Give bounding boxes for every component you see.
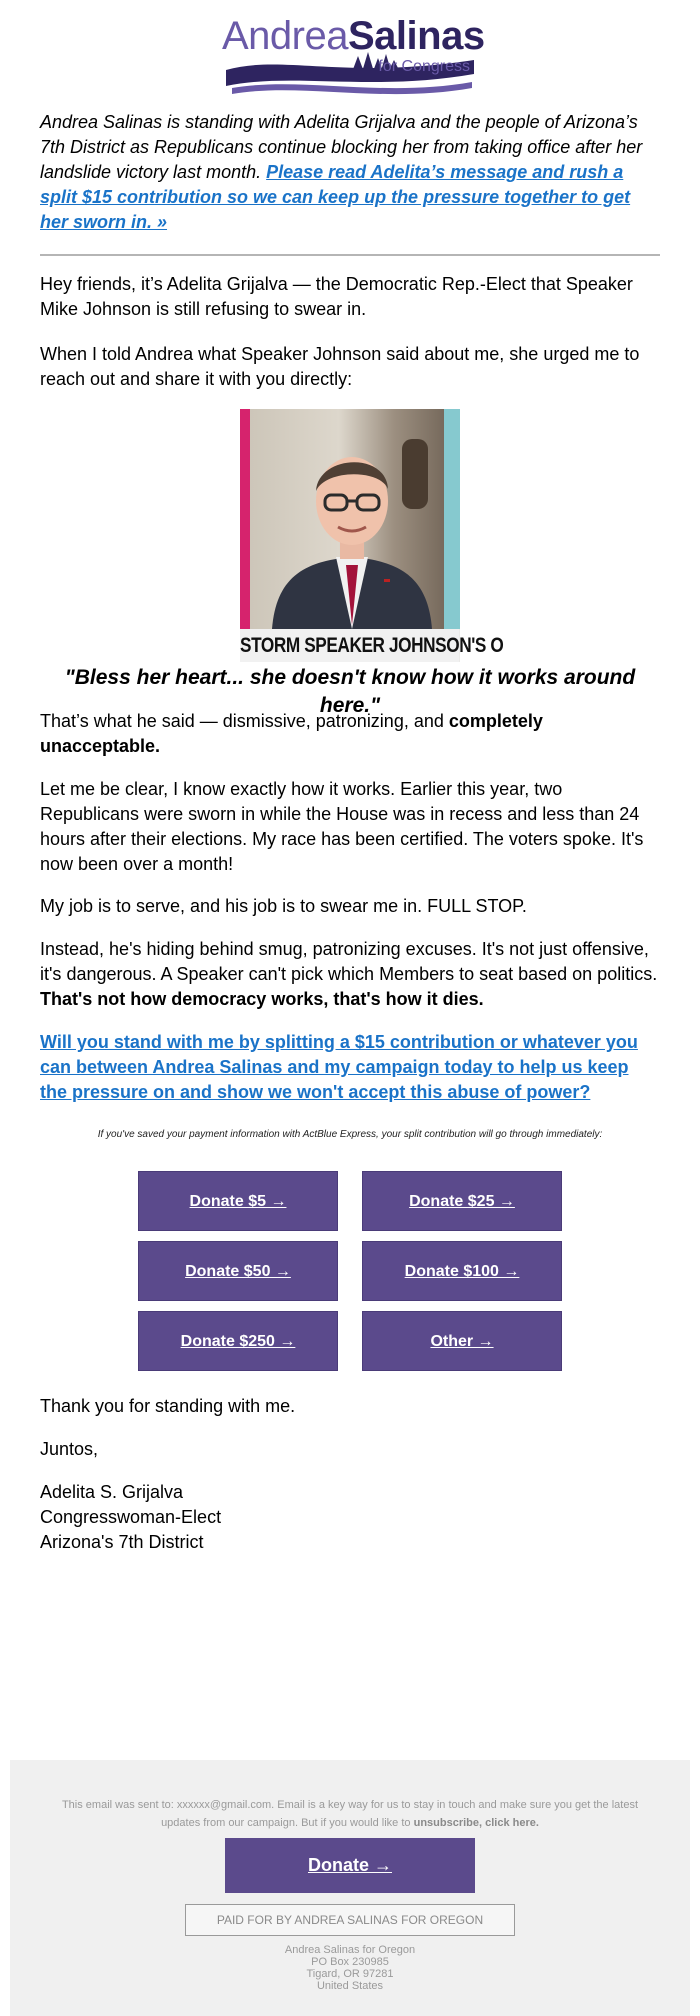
- address-line: Andrea Salinas for Oregon: [284, 1944, 416, 1956]
- donate-25-button[interactable]: Donate $25 →: [362, 1171, 562, 1231]
- logo-first-name: Andrea: [222, 14, 348, 58]
- paid-for-box: PAID FOR BY ANDREA SALINAS FOR OREGON: [185, 1904, 515, 1936]
- campaign-logo: [222, 14, 485, 94]
- donate-250-button[interactable]: Donate $250 →: [138, 1311, 338, 1371]
- donate-5-button[interactable]: Donate $5 →: [138, 1171, 338, 1231]
- speaker-quote: "Bless her heart... she doesn't know how it works around here.": [64, 666, 636, 717]
- cta-donate-link[interactable]: Will you stand with me by splitting a $15 contribution or whatever you can between Andrea Salinas and my campaign today to help us keep the pressure on and show we won't accept this abuse of power?: [40, 1032, 638, 1102]
- reaction-text: That’s what he said — dismissive, patronizing, and: [40, 711, 449, 731]
- footer-donate-button[interactable]: Donate →: [225, 1838, 475, 1893]
- actblue-express-note: If you've saved your payment information with ActBlue Express, your split contribution will go through immediately:: [97, 1129, 603, 1140]
- logo-subtitle: for Congress: [378, 58, 470, 75]
- intro-text: Andrea Salinas is standing with Adelita Grijalva and the people of Arizona’s 7th District as Republicans continue blocking her from taking office after her landslide victory last month.: [40, 112, 643, 182]
- signature-name: Adelita S. Grijalva: [40, 1482, 184, 1502]
- donate-100-button[interactable]: Donate $100 →: [362, 1241, 562, 1301]
- thanks-line: Thank you for standing with me.: [40, 1396, 296, 1416]
- reaction-paragraph: [40, 709, 660, 759]
- speaker-portrait-icon: [262, 429, 442, 629]
- excuses-paragraph: [40, 937, 660, 1012]
- mailing-address: [150, 1944, 550, 1992]
- explanation-paragraph: Let me be clear, I know exactly how it works. Earlier this year, two Republicans were sworn in while the House was in recess and less than 24 hours after their elections. My race has been certified. The voters spoke. It's now been over a month!: [40, 779, 644, 874]
- signature-title: Congresswoman-Elect: [40, 1507, 222, 1527]
- unsubscribe-link[interactable]: unsubscribe, click here.: [413, 1817, 539, 1829]
- job-paragraph: My job is to serve, and his job is to swear me in. FULL STOP.: [40, 896, 527, 916]
- intro-paragraph: [40, 110, 660, 235]
- context-paragraph: When I told Andrea what Speaker Johnson said about me, she urged me to reach out and share it with you directly:: [40, 344, 640, 389]
- excuses-emphasis: That's not how democracy works, that's how it dies.: [40, 989, 484, 1009]
- signature-district: Arizona's 7th District: [40, 1532, 204, 1552]
- greeting-paragraph: Hey friends, it’s Adelita Grijalva — the Democratic Rep.-Elect that Speaker Mike Johnson is still refusing to swear in.: [40, 274, 633, 319]
- address-line: Tigard, OR 97281: [306, 1968, 394, 1980]
- closing-line: Juntos,: [40, 1439, 99, 1459]
- logo-wordmark: [222, 14, 485, 58]
- footer-disclaimer: [50, 1796, 650, 1832]
- footer-sent-text: This email was sent to: xxxxxx@gmail.com. Email is a key way for us to stay in touch and make sure you get the latest updates from our campaign. But if you would like to: [61, 1799, 639, 1829]
- divider: [40, 254, 660, 256]
- photo-caption: STORM SPEAKER JOHNSON'S O: [240, 629, 460, 662]
- excuses-text: Instead, he's hiding behind smug, patronizing excuses. It's not just offensive, it's dangerous. A Speaker can't pick which Members to seat based on politics.: [40, 939, 658, 984]
- cta-paragraph: [40, 1030, 660, 1105]
- logo-last-name: Salinas: [347, 14, 485, 58]
- intro-donate-link[interactable]: Please read Adelita’s message and rush a split $15 contribution so we can keep up the pressure together to get her sworn in. »: [40, 162, 631, 232]
- address-line: PO Box 230985: [311, 1956, 389, 1968]
- reaction-emphasis: completely unacceptable.: [40, 711, 543, 756]
- donate-50-button[interactable]: Donate $50 →: [138, 1241, 338, 1301]
- speaker-johnson-photo: [240, 409, 504, 662]
- address-line: United States: [316, 1980, 384, 1992]
- donate-other-button[interactable]: Other →: [362, 1311, 562, 1371]
